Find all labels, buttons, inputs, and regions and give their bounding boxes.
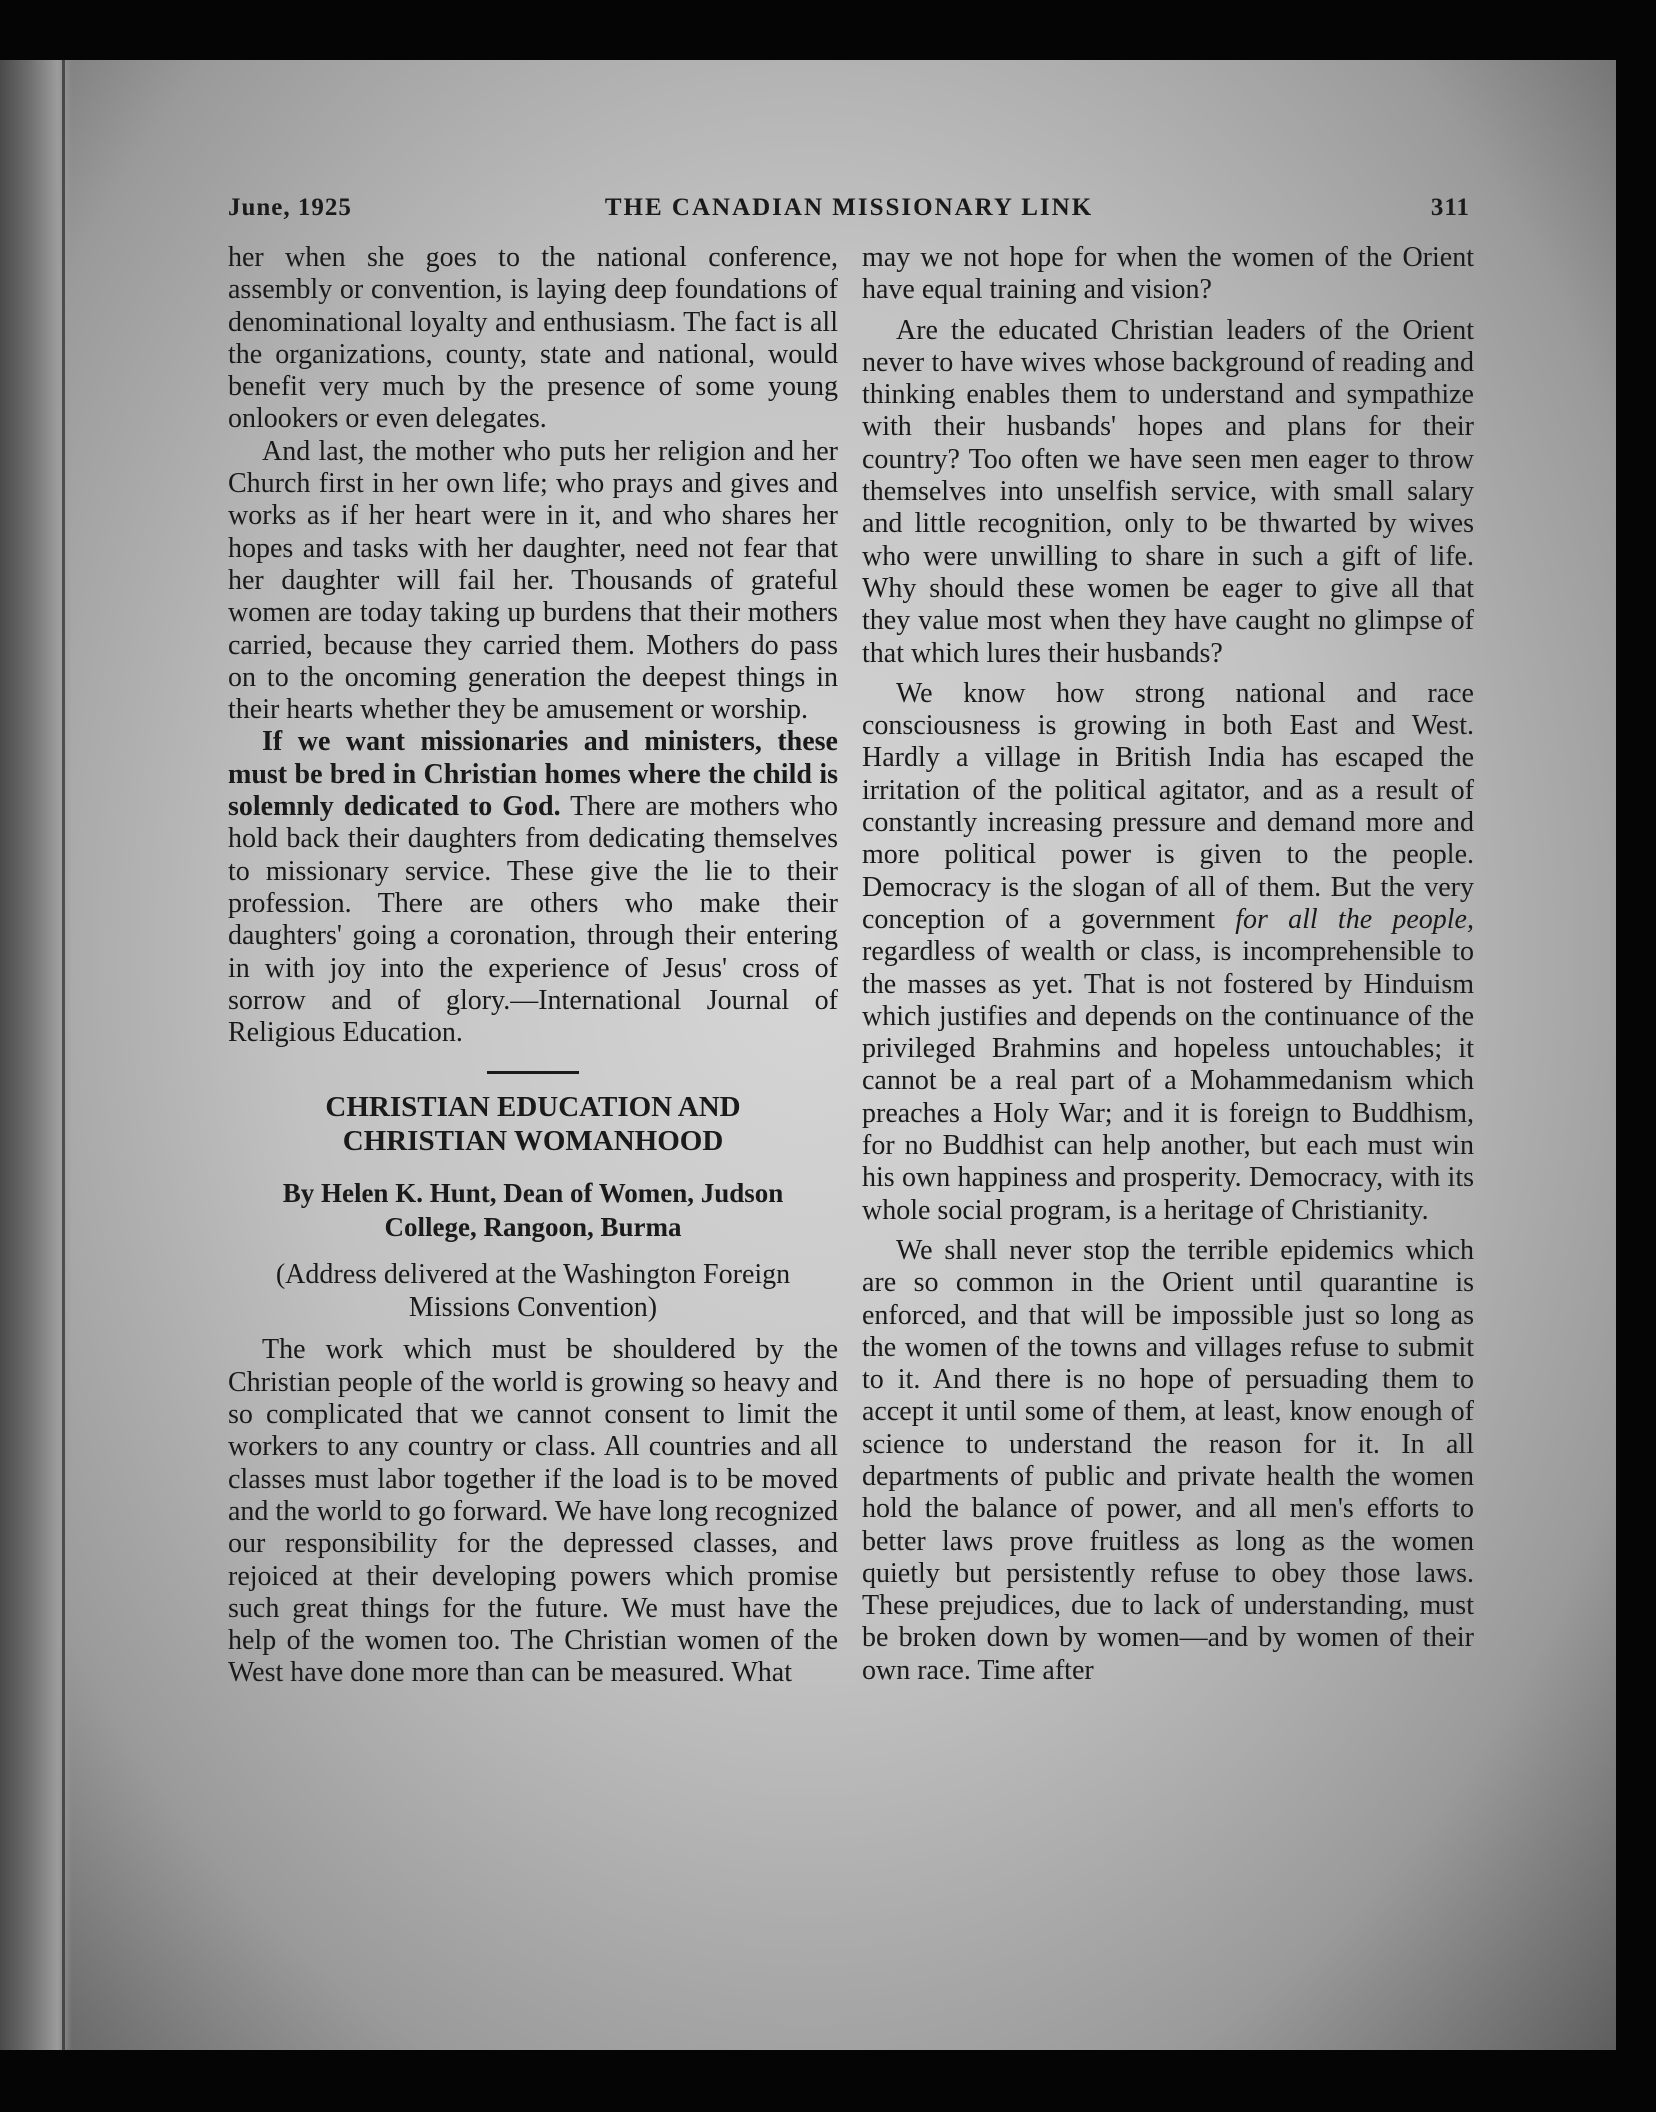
note-line: (Address delivered at the Washington Foreign [275, 1259, 791, 1291]
byline-line: By Helen K. Hunt, Dean of Women, Judson [282, 1178, 784, 1209]
header-date: June, 1925 [228, 194, 352, 221]
running-header [228, 188, 1470, 228]
section-divider [487, 1071, 579, 1074]
scanned-page [0, 60, 1616, 2050]
article-title-line: CHRISTIAN EDUCATION AND [325, 1091, 741, 1124]
left-paragraph-1: her when she goes to the national conference, assembly or convention, is laying deep foundations of denominational loyalty and enthusiasm. The fact is all the organizations, county, state and national, would benefit very much by the presence of some young onlookers or even delegates. [228, 242, 838, 435]
note-line: Missions Convention) [408, 1292, 658, 1324]
left-paragraph-3 [228, 726, 838, 1049]
left-column [228, 242, 838, 1690]
paragraph-text: We know how strong national and race consciousness is growing in both East and West. Hardly a village in British India has escaped the irritation of the political agitator, and as a result of constantly increasing pressure and demand more and more political power is given to the people. Democracy is the slogan of all of them. But the very conception of a government [862, 677, 1474, 935]
paragraph-text: There are mothers who hold back their daughters from dedicating themselves to missionary service. These give the lie to their profession. There are others who make their daughters' going a coronation, through their entering in with joy into the experience of Jesus' cross of sorrow and of glory.—International Journal of Religious Education. [228, 791, 839, 1049]
right-paragraph-3 [862, 678, 1474, 1227]
left-paragraph-4: The work which must be shouldered by the Christian people of the world is growing so heavy and so complicated that we cannot consent to limit the workers to any country or class. All countries and all classes must labor together if the load is to be moved and the world to go forward. We have long recognized our responsibility for the depressed classes, and rejoiced at their developing powers which promise such great things for the future. We must have the help of the women too. The Christian women of the West have done more than can be measured. What [228, 1334, 838, 1689]
right-paragraph-1: may we not hope for when the women of the Orient have equal training and vision? [862, 242, 1474, 306]
gutter-line [62, 60, 65, 2050]
article-byline [228, 1176, 838, 1244]
address-note [228, 1258, 838, 1324]
byline-line: College, Rangoon, Burma [384, 1212, 682, 1243]
paragraph-text: regardless of wealth or class, is incomprehensible to the masses as yet. That is not fostered by Hinduism which justifies and depends on the continuance of the privileged Brahmins and hopeless untouchables; it cannot be a real part of a Mohammedanism which preaches a Holy War; and it is foreign to Buddhism, for no Buddhist can help another, but each must win his own happiness and prosperity. Democracy, with its whole social program, is a heritage of Christianity. [862, 936, 1474, 1226]
right-paragraph-2: Are the educated Christian leaders of the Orient never to have wives whose background of reading and thinking enables them to understand and sympathize with their husbands' hopes and plans for their country? Too often we have seen men eager to throw themselves into unselfish service, with small salary and little recognition, only to be thwarted by wives who were unwilling to share in such a gift of life. Why should these women be eager to give all that they value most when they have caught no glimpse of that which lures their husbands? [862, 314, 1474, 669]
italic-text: for all the people, [1235, 903, 1474, 935]
emphasis-text: If we want missionaries and ministers, these must be bred in Christian homes where the child is solemnly dedicated to God. [228, 726, 838, 823]
article-title-line: CHRISTIAN WOMANHOOD [342, 1125, 724, 1158]
page-number: 311 [1430, 194, 1470, 221]
header-title: THE CANADIAN MISSIONARY LINK [604, 194, 1094, 221]
right-column [862, 242, 1474, 1687]
left-paragraph-2: And last, the mother who puts her religion and her Church first in her own life; who prays and gives and works as if her heart were in it, and who shares her hopes and tasks with her daughter, need not fear that her daughter will fail her. Thousands of grateful women are today taking up burdens that their mothers carried, because they carried them. Mothers do pass on to the oncoming generation the deepest things in their hearts whether they be amusement or worship. [228, 435, 838, 726]
right-paragraph-4: We shall never stop the terrible epidemics which are so common in the Orient until quarantine is enforced, and that will be impossible just so long as the women of the towns and villages refuse to submit to it. And there is no hope of persuading them to accept it until some of them, at least, know enough of science to understand the reason for it. In all departments of public and private health the women hold the balance of power, and all men's efforts to better laws prove fruitless as long as the women quietly but persistently refuse to obey those laws. These prejudices, due to lack of understanding, must be broken down by women—and by women of their own race. Time after [862, 1234, 1474, 1686]
article-title [228, 1090, 838, 1158]
